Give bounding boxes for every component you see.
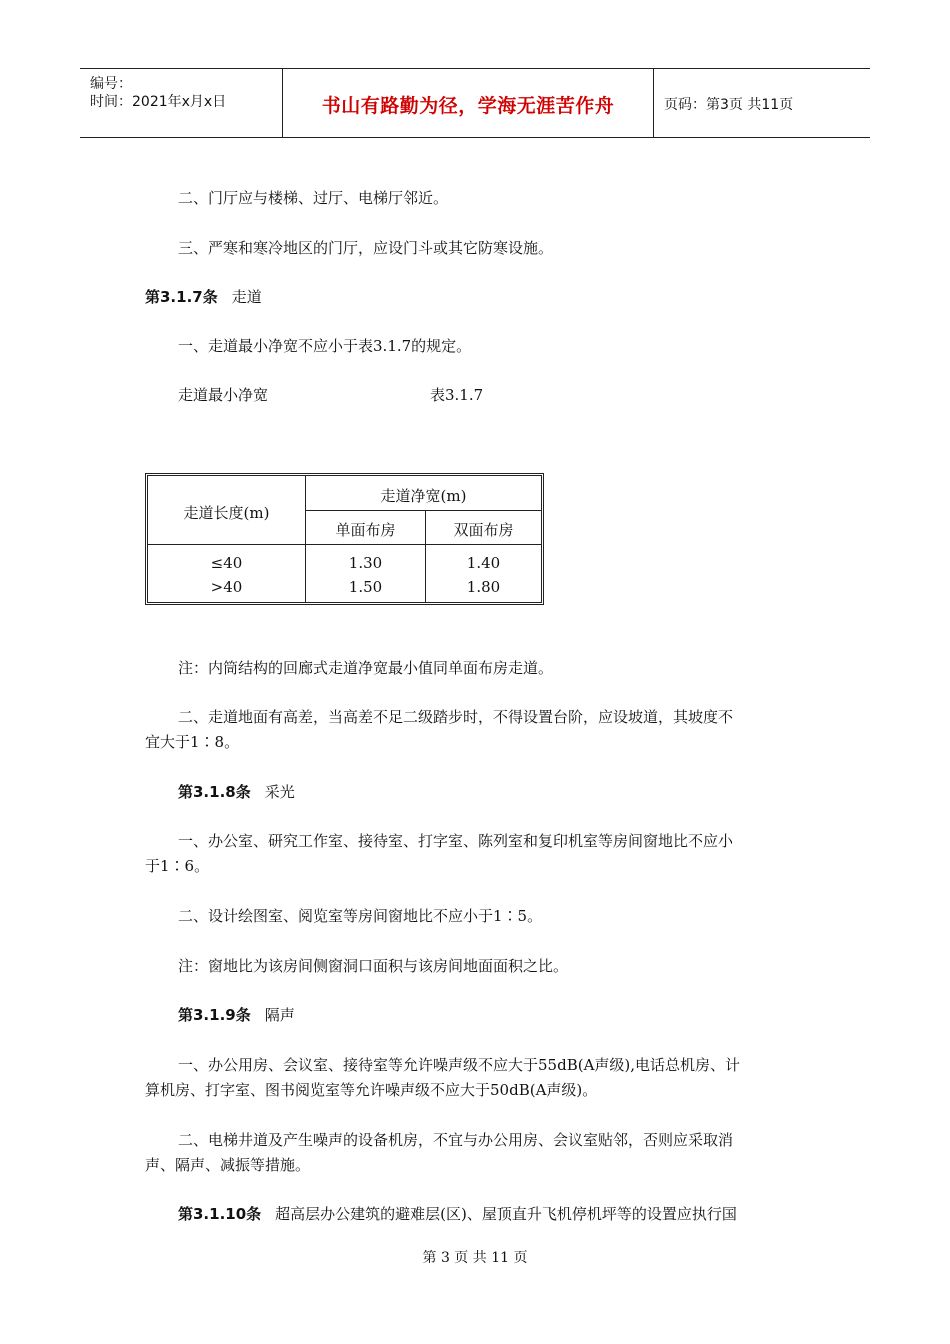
sub-header-single: 单面布房 bbox=[335, 521, 396, 539]
note: 注：内筒结构的回廊式走道净宽最小值同单面布房走道。 bbox=[178, 659, 554, 677]
paragraph: 一、走道最小净宽不应小于表3.1.7的规定。 bbox=[178, 337, 472, 355]
section-title: 采光 bbox=[264, 783, 295, 801]
paragraph: 二、门厅应与楼梯、过厅、电梯厅邻近。 bbox=[178, 189, 449, 207]
table-cell: 1.30 bbox=[348, 554, 383, 572]
table-divider bbox=[305, 510, 541, 511]
table-cell: >40 bbox=[210, 578, 243, 596]
page-info: 页码：第3页 共11页 bbox=[664, 97, 794, 113]
table-caption: 走道最小净宽 bbox=[178, 386, 269, 404]
paragraph-continuation: 宜大于1∶8。 bbox=[145, 733, 240, 751]
paragraph: 一、办公室、研究工作室、接待室、打字室、陈列室和复印机室等房间窗地比不应小 bbox=[178, 832, 734, 850]
table-cell: 1.40 bbox=[466, 554, 501, 572]
section-heading-3-1-8 bbox=[178, 781, 295, 802]
paragraph-continuation: 算机房、打字室、图书阅览室等允许噪声级不应大于50dB(A声级)。 bbox=[145, 1081, 598, 1099]
section-text: 超高层办公建筑的避难层(区)、屋顶直升飞机停机坪等的设置应执行国 bbox=[275, 1205, 737, 1223]
table-cell: 1.50 bbox=[348, 578, 383, 596]
table-cell: ≤40 bbox=[210, 554, 243, 572]
section-title: 隔声 bbox=[264, 1006, 295, 1024]
header-meta-cell bbox=[80, 69, 283, 137]
page-header bbox=[80, 68, 870, 138]
group-header-width: 走道净宽(m) bbox=[380, 487, 467, 505]
paragraph: 一、办公用房、会议室、接待室等允许噪声级不应大于55dB(A声级),电话总机房、计 bbox=[178, 1056, 741, 1074]
section-heading-3-1-10 bbox=[178, 1203, 737, 1224]
page-footer: 第 3 页 共 11 页 bbox=[422, 1250, 528, 1266]
paragraph-continuation: 声、隔声、减振等措施。 bbox=[145, 1156, 311, 1174]
table-cell: 1.80 bbox=[466, 578, 501, 596]
section-number: 第3.1.8条 bbox=[178, 783, 251, 801]
paragraph-continuation: 于1∶6。 bbox=[145, 857, 210, 875]
section-heading-3-1-9 bbox=[178, 1004, 295, 1025]
paragraph: 三、严寒和寒冷地区的门厅，应设门斗或其它防寒设施。 bbox=[178, 239, 554, 257]
section-number: 第3.1.7条 bbox=[145, 288, 218, 306]
section-number: 第3.1.10条 bbox=[178, 1205, 262, 1223]
header-motto-cell bbox=[283, 69, 654, 137]
motto: 书山有路勤为径，学海无涯苦作舟 bbox=[321, 95, 615, 117]
section-number: 第3.1.9条 bbox=[178, 1006, 251, 1024]
corridor-width-table bbox=[145, 473, 544, 605]
number-label: 编号： bbox=[90, 76, 132, 92]
table-number: 表3.1.7 bbox=[430, 386, 484, 404]
header-page-cell bbox=[654, 69, 870, 137]
col-header-length: 走道长度(m) bbox=[183, 504, 270, 522]
paragraph: 二、设计绘图室、阅览室等房间窗地比不应小于1∶5。 bbox=[178, 907, 543, 925]
time-label: 时间：2021年x月x日 bbox=[90, 94, 227, 110]
sub-header-double: 双面布房 bbox=[453, 521, 514, 539]
section-heading-3-1-7 bbox=[145, 286, 262, 307]
note: 注：窗地比为该房间侧窗洞口面积与该房间地面面积之比。 bbox=[178, 957, 569, 975]
section-title: 走道 bbox=[231, 288, 262, 306]
paragraph: 二、电梯井道及产生噪声的设备机房，不宜与办公用房、会议室贴邻，否则应采取消 bbox=[178, 1131, 734, 1149]
paragraph: 二、走道地面有高差，当高差不足二级踏步时，不得设置台阶，应设坡道，其坡度不 bbox=[178, 708, 734, 726]
table-divider bbox=[148, 544, 541, 545]
